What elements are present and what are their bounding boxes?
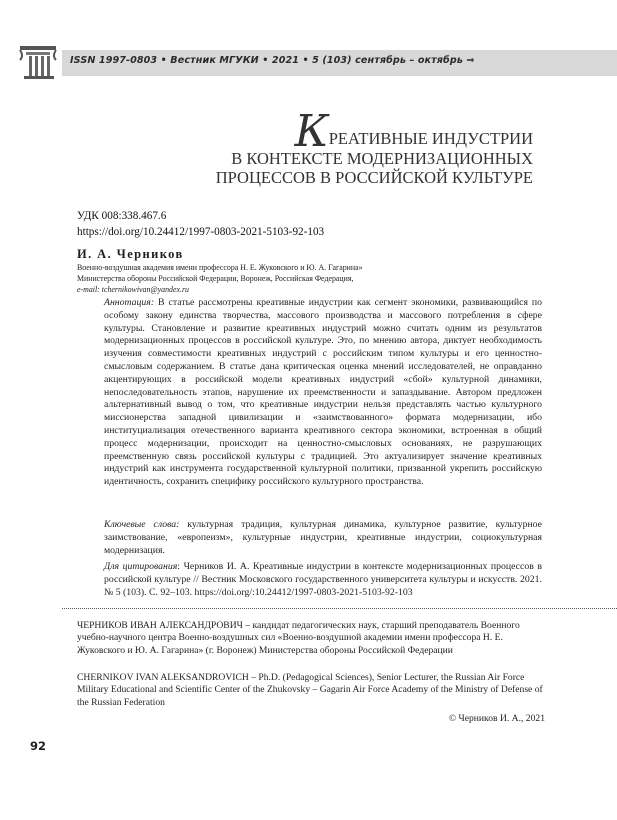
page-number: 92 [30, 739, 47, 753]
author-email[interactable]: e-mail: tchernikowivan@yandex.ru [77, 285, 189, 294]
author-name: И. А. Черников [77, 247, 184, 261]
citation-label: Для цитирования [104, 561, 178, 572]
title-line-3: ПРОЦЕССОВ В РОССИЙСКОЙ КУЛЬТУРЕ [215, 168, 533, 187]
copyright: © Черников И. А., 2021 [448, 713, 545, 724]
author-affiliation-1: Военно-воздушная академия имени профессора Н. Е. Жуковского и Ю. А. Гагарина» [77, 263, 363, 272]
doi-link[interactable]: https://doi.org/10.24412/1997-0803-2021-5103-92-103 [77, 226, 325, 238]
citation-text: : Черников И. А. Креативные индустрии в контексте модернизационных процессов в российской культуре // Вестник Московского государственного университета культуры и искусств. 2021. № 5 (103). С. 92–103. https://doi.org/:10.24412/1997-0803-2021-5103-92-103 [104, 561, 542, 598]
author-bio-en: CHERNIKOV IVAN ALEKSANDROVICH – Ph.D. (Pedagogical Sciences), Senior Lecturer, the Russian Air Force Military Educational and Scientific Center of the Zhukovsky – Gagarin Air Force Academy of the Ministry of Defense of the Russian Federation [77, 672, 543, 708]
title-line-2: В КОНТЕКСТЕ МОДЕРНИЗАЦИОННЫХ [231, 148, 533, 168]
separator [62, 608, 617, 609]
journal-header: ISSN 1997-0803 • Вестник МГУКИ • 2021 • 5 (103) сентябрь – октябрь ⇒ [70, 55, 475, 66]
title-initial: К [294, 106, 329, 157]
abstract-text: В статье рассмотрены креативные индустрии как сегмент экономики, развивающийся по особому закону единства творчества, массового производства и массового потребления в сфере культуры. Становление и развитие креативных индустрий можно считать одним из результатов модернизационных процессов в российской культуре. Это, по мнению автора, диктует необходимость изучения совместимости креативных индустрий с российским типом культуры и его ценностно-смысловым содержанием. В статье дана критическая оценка мнений исследователей, не оправданно акцентирующих в российской модели креативных индустрий «сбой» культурной динамики, непоследовательность этапов, нарушение их преемственности и запаздывание. Автором предложен альтернативный вывод о том, что креативные индустрии нельзя представлять частью культурного миссионерства западной цивилизации и «заимствованного» формата модернизации, ибо институциализация отечественного варианта креативного сектора экономики, встроенная в общий процесс модернизации, происходит на ценностно-смысловых основаниях, не разрушающих преемственную связь российской культуры с традицией. Это актуализирует значение креативных индустрий как инструмента государственной культурной политики, призванной укрепить российскую идентичность, сохранить специфику российского культурного пространства. [104, 297, 542, 488]
abstract [104, 297, 542, 489]
journal-logo-icon [14, 42, 62, 84]
keywords [104, 519, 542, 557]
article-title [215, 106, 533, 188]
author-affiliation-2: Министерства обороны Российской Федерации, Воронеж, Российская Федерация, [77, 274, 354, 283]
abstract-label: Аннотация: [104, 297, 155, 308]
keywords-label: Ключевые слова: [104, 519, 180, 530]
title-line-1: РЕАТИВНЫЕ ИНДУСТРИИ [328, 129, 533, 148]
keywords-text: культурная традиция, культурная динамика, культурное развитие, культурное заимствование, «европеизм», культурные индустрии, креативные индустрии, социокультурная модернизация. [104, 519, 542, 556]
udc-code: УДК 008:338.467.6 [77, 210, 167, 222]
citation [104, 561, 542, 599]
author-bio-ru: ЧЕРНИКОВ ИВАН АЛЕКСАНДРОВИЧ – кандидат педагогических наук, старший преподаватель Военного учебно-научного центра Военно-воздушных сил «Военно-воздушной академии имени профессора Н. Е. Жуковского и Ю. А. Гагарина» (г. Воронеж) Министерства обороны Российской Федерации [77, 620, 520, 656]
